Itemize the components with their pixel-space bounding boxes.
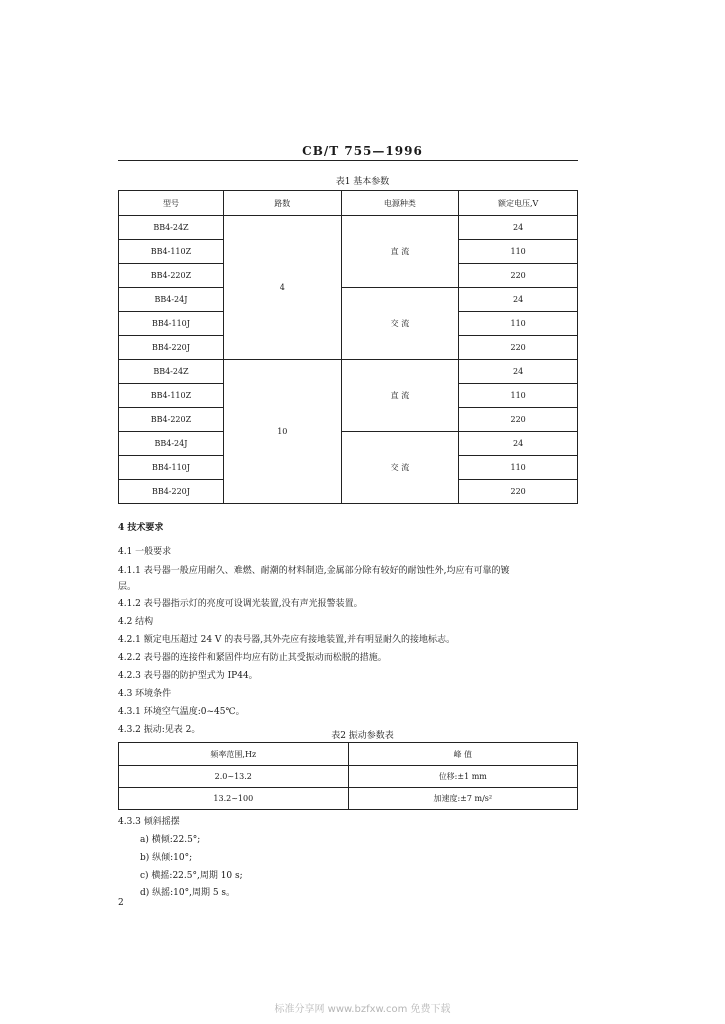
model-cell: BB4-110J xyxy=(119,456,224,480)
voltage-cell: 110 xyxy=(459,240,578,264)
tilt-item: c) 横摇:22.5°,周期 10 s; xyxy=(140,871,243,881)
voltage-cell: 110 xyxy=(459,312,578,336)
circuits-cell: 10 xyxy=(223,360,341,504)
footer-watermark: 标准分享网 www.bzfxw.com 免费下载 xyxy=(274,1004,451,1015)
model-cell: BB4-24Z xyxy=(119,360,224,384)
table1-caption: 表1 基本参数 xyxy=(335,177,390,187)
peak-cell: 加速度:±7 m/s² xyxy=(348,788,577,810)
model-cell: BB4-24J xyxy=(119,288,224,312)
circuits-cell: 4 xyxy=(223,216,341,360)
model-cell: BB4-220Z xyxy=(119,264,224,288)
model-cell: BB4-220J xyxy=(119,336,224,360)
clause-4-3-2: 4.3.2 振动:见表 2。 xyxy=(118,725,201,735)
table-row xyxy=(119,766,578,788)
col-header-model: 型号 xyxy=(119,191,224,216)
model-cell: BB4-24J xyxy=(119,432,224,456)
vibration-parameters-table xyxy=(118,742,578,810)
col-header-circuits: 路数 xyxy=(223,191,341,216)
voltage-cell: 24 xyxy=(459,432,578,456)
table-row xyxy=(119,432,578,456)
voltage-cell: 110 xyxy=(459,384,578,408)
table-row xyxy=(119,288,578,312)
standard-number: CB/T 755—1996 xyxy=(302,144,423,158)
voltage-cell: 24 xyxy=(459,216,578,240)
clause-4-1-2: 4.1.2 表号器指示灯的亮度可设调光装置,没有声光报警装置。 xyxy=(118,599,363,609)
voltage-cell: 24 xyxy=(459,360,578,384)
table-row xyxy=(119,788,578,810)
clause-4-3: 4.3 环境条件 xyxy=(118,689,172,699)
table-row xyxy=(119,360,578,384)
frequency-cell: 13.2~100 xyxy=(119,788,349,810)
model-cell: BB4-110J xyxy=(119,312,224,336)
model-cell: BB4-24Z xyxy=(119,216,224,240)
model-cell: BB4-110Z xyxy=(119,384,224,408)
col-header-rated-voltage: 额定电压,V xyxy=(459,191,578,216)
model-cell: BB4-110Z xyxy=(119,240,224,264)
tilt-item: d) 纵摇:10°,周期 5 s。 xyxy=(140,888,236,898)
tilt-item: a) 横倾:22.5°; xyxy=(140,835,201,845)
clause-4-2-1: 4.2.1 额定电压超过 24 V 的表号器,其外壳应有接地装置,并有明显耐久的接地标志。 xyxy=(118,635,456,645)
voltage-cell: 24 xyxy=(459,288,578,312)
col-header-peak: 峰 值 xyxy=(348,743,577,766)
clause-4-2: 4.2 结构 xyxy=(118,617,154,627)
power-type-cell: 交 流 xyxy=(341,432,459,504)
clause-4-3-1: 4.3.1 环境空气温度:0~45℃。 xyxy=(118,707,245,717)
clause-4-2-3: 4.2.3 表号器的防护型式为 IP44。 xyxy=(118,671,258,681)
table-header-row xyxy=(119,743,578,766)
clause-4-3-3: 4.3.3 倾斜摇摆 xyxy=(118,817,180,827)
clause-4-1-1-cont: 层。 xyxy=(118,582,137,592)
clause-4-1: 4.1 一般要求 xyxy=(118,547,172,557)
section-4-heading: 4 技术要求 xyxy=(118,523,164,533)
power-type-cell: 直 流 xyxy=(341,216,459,288)
model-cell: BB4-220Z xyxy=(119,408,224,432)
col-header-frequency: 频率范围,Hz xyxy=(119,743,349,766)
table2-caption: 表2 振动参数表 xyxy=(331,731,394,741)
table-header-row xyxy=(119,191,578,216)
tilt-item: b) 纵倾:10°; xyxy=(140,853,193,863)
voltage-cell: 220 xyxy=(459,408,578,432)
voltage-cell: 220 xyxy=(459,336,578,360)
clause-4-2-2: 4.2.2 表号器的连接件和紧固件均应有防止其受振动而松脱的措施。 xyxy=(118,653,387,663)
peak-cell: 位移:±1 mm xyxy=(348,766,577,788)
clause-4-1-1: 4.1.1 表号器一般应用耐久、难燃、耐潮的材料制造,金属部分除有较好的耐蚀性外,均应有可靠的镀 xyxy=(118,566,510,576)
col-header-power-type: 电源种类 xyxy=(341,191,459,216)
basic-parameters-table xyxy=(118,190,578,504)
voltage-cell: 220 xyxy=(459,264,578,288)
page-number: 2 xyxy=(118,898,124,908)
frequency-cell: 2.0~13.2 xyxy=(119,766,349,788)
header-rule xyxy=(118,160,578,161)
voltage-cell: 220 xyxy=(459,480,578,504)
table-row xyxy=(119,216,578,240)
model-cell: BB4-220J xyxy=(119,480,224,504)
power-type-cell: 交 流 xyxy=(341,288,459,360)
power-type-cell: 直 流 xyxy=(341,360,459,432)
voltage-cell: 110 xyxy=(459,456,578,480)
